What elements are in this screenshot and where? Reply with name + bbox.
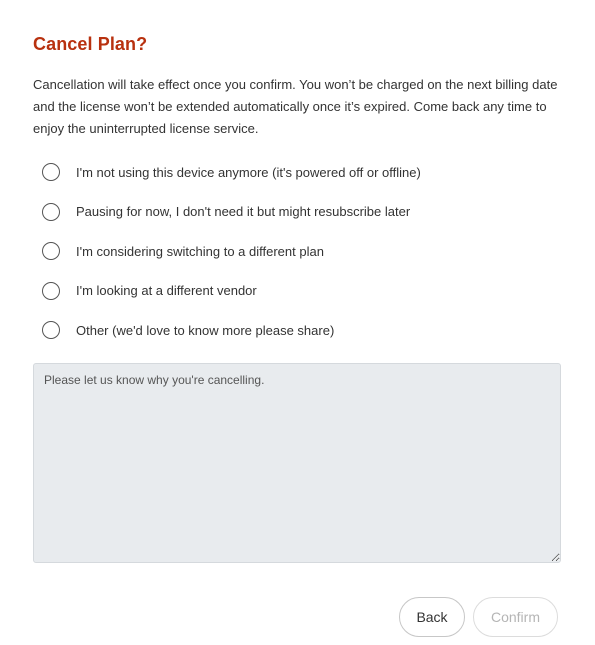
reason-option-label: I'm looking at a different vendor [76,283,257,298]
radio-button[interactable] [42,282,60,300]
reason-option-other[interactable] [42,320,562,340]
radio-button[interactable] [42,321,60,339]
reason-options [42,162,562,360]
dialog-title: Cancel Plan? [33,34,148,54]
reason-option-different-vendor[interactable] [42,281,562,301]
reason-option-different-plan[interactable] [42,241,562,261]
dialog-description: Cancellation will take effect once you confirm. You won’t be charged on the next billing date and the license won’t be extended automatically once it’s expired. Come back any time to enjoy the uninterrupted license service. [33,77,558,136]
radio-button[interactable] [42,163,60,181]
confirm-button[interactable]: Confirm [473,597,558,637]
reason-option-pausing[interactable] [42,202,562,222]
back-button[interactable]: Back [399,597,465,637]
reason-option-label: I'm considering switching to a different plan [76,243,324,259]
reason-option-label: I'm not using this device anymore (it's powered off or offline) [76,164,421,180]
reason-option-label: Pausing for now, I don't need it but might resubscribe later [76,204,411,219]
reason-option-label: Other (we'd love to know more please share) [76,322,335,338]
reason-option-not-using[interactable] [42,162,562,182]
dialog-actions [399,597,558,637]
radio-button[interactable] [42,203,60,221]
radio-button[interactable] [42,242,60,260]
cancellation-reason-textarea[interactable] [33,363,561,563]
